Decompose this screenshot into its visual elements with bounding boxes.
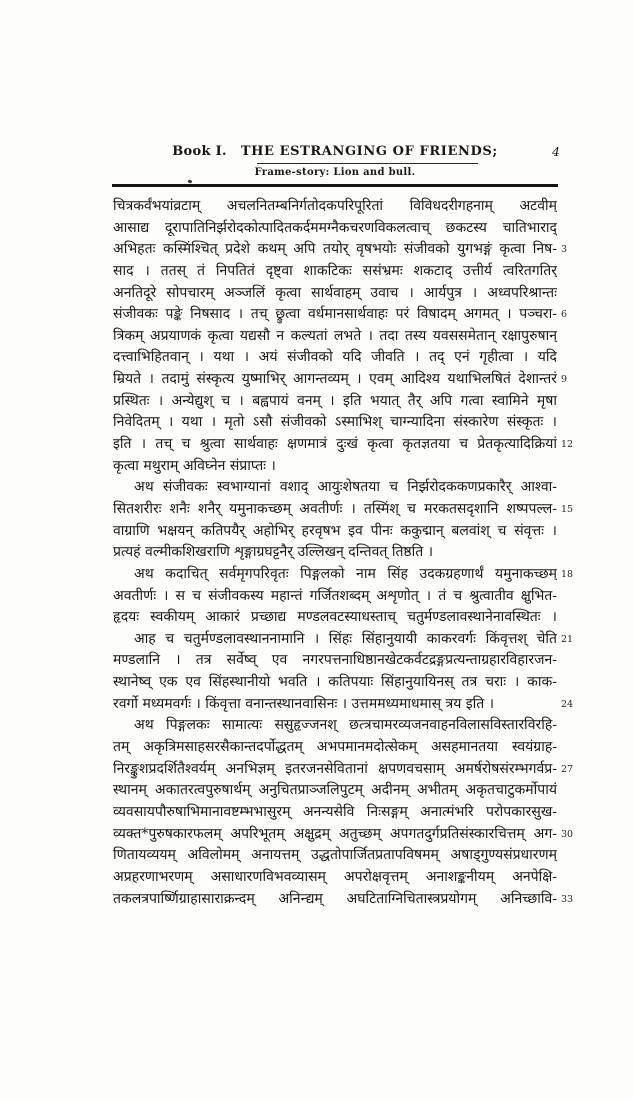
text-line bbox=[113, 672, 557, 694]
text-line bbox=[113, 629, 574, 651]
text-line bbox=[113, 759, 574, 781]
line-text: तम् अकृत्रिमसाहसरसैकान्तदर्पोद्धतम् अभपमानमदोत्सेकम् असहमानतया स्वयंग्राह- bbox=[113, 739, 557, 756]
line-text: त्रिकम् अप्रयाणकं कृत्वा यद्यसौ न कल्यतां लभते । तदा तस्य यवससमेतान् रक्षापुरुषान् bbox=[113, 327, 557, 344]
text-line bbox=[113, 239, 568, 261]
line-number: 27 bbox=[561, 763, 574, 775]
line-text: साद । ततस् तं निपतितं दृष्ट्वा शाकटिकः ससंभ्रमः शकटाद् उत्तीर्य त्वरितगतिर् bbox=[113, 262, 557, 279]
text-line bbox=[113, 521, 557, 543]
line-text: अनतिदूरे सोपचारम् अञ्जलिं कृत्वा सार्थवाहम् उवाच । आर्यपुत्र । अध्वपरिश्रान्तः bbox=[113, 284, 557, 301]
line-number: 3 bbox=[561, 244, 568, 256]
line-text: म्रियते । तदामुं संस्कृत्य युष्माभिर् आगन्तव्यम् । एवम् आदिश्य यथाभिलषितं देशान्तरं bbox=[113, 371, 557, 388]
line-text: चित्रकर्वंभयांव्रटाम् अचलनितम्बनिर्गतोदकपरिपूरितां विविधदरीगहनाम् अटवीम् bbox=[113, 198, 557, 214]
section-title: THE ESTRANGING OF FRIENDS; bbox=[240, 144, 498, 159]
line-number: 12 bbox=[561, 439, 574, 451]
line-text: प्रस्थितः । अन्येद्युश् च । बह्वपायं वनम् । इति भयात् तैर् अपि गत्वा स्वामिने मृषा bbox=[113, 392, 557, 409]
text-line bbox=[113, 889, 574, 911]
line-number: 18 bbox=[561, 568, 574, 580]
line-text: निवेदितम् । यथा । मृतो ऽसौ संजीवको ऽस्माभिश् चाग्न्यादिना संस्कारेण संस्कृतः । bbox=[113, 414, 557, 431]
text-line bbox=[113, 715, 557, 737]
line-text: अथ पिङ्गलकः सामात्यः ससुहृज्जनश् छत्त्रचामरव्यजनवाहनविलासविस्तारविरहि- bbox=[134, 717, 557, 734]
text-line bbox=[113, 347, 557, 369]
title-underline bbox=[257, 163, 478, 164]
line-text: दत्त्वाभिहितवान् । यथा । अयं संजीवको यदि जीवति । तद् एनं गृहीत्वा । यदि bbox=[113, 349, 557, 366]
ink-speck bbox=[188, 179, 193, 183]
text-line bbox=[113, 369, 568, 391]
text-line bbox=[113, 261, 557, 283]
line-text: हृदयः स्वकीयम् आकारं प्रच्छाद्य मण्डलवटस्याधस्ताच् चतुर्मण्डलावस्थानेनावस्थितः । bbox=[113, 609, 557, 626]
text-line bbox=[113, 650, 557, 672]
text-line bbox=[113, 434, 574, 456]
line-text: वाग्राणि भक्षयन् कतिपयैर् अहोभिर् हरवृषभ इव पीनः ककुद्मान् बलवांश् च संवृत्तः । bbox=[113, 522, 557, 539]
line-text: अवतीर्णः । स च संजीवकस्य महान्तं गर्जितशब्दम् अशृणोत् । तं च श्रुत्वातीव क्षुभित- bbox=[113, 587, 557, 604]
text-line bbox=[113, 694, 574, 716]
book-header bbox=[113, 144, 557, 159]
line-text: कृत्वा मथुराम् अविघ्नेन संप्राप्तः । bbox=[113, 457, 276, 474]
line-text: निरङ्कुशप्रदर्शितैश्वर्यम् अनभिज्ञम् इतरजनसेवितानां क्षपणवचसाम् अमर्षरोषसंरम्भगर्वप्र- bbox=[113, 760, 557, 777]
line-text: आह च चतुर्मण्डलावस्थाननामानि । सिंहः सिंहानुयायी काकरवर्गः किंवृत्तश् चेति bbox=[134, 630, 557, 647]
frame-story-caption: Frame-story: Lion and bull. bbox=[254, 167, 416, 178]
line-number: 9 bbox=[561, 374, 568, 386]
text-line bbox=[113, 845, 557, 867]
text-line bbox=[113, 867, 557, 889]
line-number: 33 bbox=[561, 893, 574, 905]
text-line bbox=[113, 283, 557, 305]
line-text: स्थानम् अकातरत्वपुरुषार्थम् अनुचितप्राञ्जलिपुटम् अदीनम् अभीतम् अकृतचाटुकर्मोपायं bbox=[113, 782, 557, 799]
text-line bbox=[113, 477, 557, 499]
text-line bbox=[113, 737, 557, 759]
line-text: अप्रहरणाभरणम् असाधारणविभवव्यासम् अपरोक्षवृत्तम् अनाशङ्कनीयम् अनपेक्षि- bbox=[113, 868, 557, 885]
text-line bbox=[113, 542, 557, 564]
text-line bbox=[113, 607, 557, 629]
text-line bbox=[113, 780, 557, 802]
text-line bbox=[113, 499, 574, 521]
text-line bbox=[113, 218, 557, 240]
line-text: संजीवकः पङ्के निषसाद । तच् छ्रुत्वा वर्धमानसार्थवाहः परं विषादम् अगमत् । पञ्चरा- bbox=[113, 306, 557, 323]
text-line bbox=[113, 304, 568, 326]
line-text: अभिहतः कस्मिंश्चित् प्रदेशे कथम् अपि तयोर् वृषभयोः संजीवको युगभङ्गं कृत्वा निष- bbox=[113, 241, 557, 258]
line-text: प्रत्यहं वल्मीकशिखराणि शृङ्गाग्रघट्टनैर् उल्लिखन् दन्तिवत् तिष्ठति । bbox=[113, 544, 434, 561]
text-line bbox=[113, 802, 557, 824]
text-line bbox=[113, 564, 574, 586]
text-line bbox=[113, 824, 574, 846]
line-text: स्थानेष्व् एक एव सिंहस्थानीयो भवति । कतिपयाः सिंहानुयायिनस् तत्र चराः । काक- bbox=[113, 674, 557, 691]
line-number: 21 bbox=[561, 633, 574, 645]
line-text: मण्डलानि । तत्र सर्वेष्व् एव नगरपत्तनाधिष्ठानखेटकर्वटद्रङ्गप्रत्यन्ताग्रहारविहारजन- bbox=[113, 652, 557, 669]
text-line bbox=[113, 456, 557, 478]
line-text: अथ संजीवकः स्वभाग्यानां वशाद् आयुःशेषतया च निर्झरोदककणप्रकारैर् आश्वा- bbox=[134, 479, 557, 496]
line-text: तकलत्रपार्ष्णिग्राहासाराक्रन्दम् अनिन्द्यम् अघटिताग्निचितास्त्रप्रयोगम् अनिच्छावि- bbox=[113, 890, 557, 907]
line-text: इति । तच् च श्रुत्वा सार्थवाहः क्षणमात्रं दुःखं कृत्वा कृतज्ञतया च प्रेतकृत्यादिक्रियां bbox=[113, 436, 557, 453]
book-label: Book I. bbox=[172, 144, 227, 159]
line-text: अथ कदाचित् सर्वमृगपरिवृतः पिङ्गलको नाम सिंह उदकग्रहणार्थं यमुनाकच्छम् bbox=[134, 565, 557, 582]
line-text: आसाद्य दूरापातिनिर्झरोदकोत्पादितकर्दममग्नैकचरणविकलत्वाच् छकटस्य चातिभाराद् bbox=[113, 219, 557, 236]
body-text bbox=[113, 196, 574, 910]
text-line bbox=[113, 586, 557, 608]
line-number: 24 bbox=[561, 698, 574, 710]
line-number: 30 bbox=[561, 828, 574, 840]
line-text: णितायव्ययम् अविलोमम् अनायत्तम् उद्धतोपार्जितप्रतापविषमम् अषाड्गुण्यसंप्रधारणम् bbox=[113, 847, 557, 864]
text-line bbox=[113, 196, 557, 218]
line-text: व्यक्त*पुरुषकारफलम् अपरिभूतम् अक्षुद्रम् अतुच्छम् अपगतदुर्गप्रतिसंस्कारचित्तम् अग- bbox=[113, 825, 557, 842]
line-number: 6 bbox=[561, 309, 568, 321]
text-line bbox=[113, 412, 557, 434]
header-rule bbox=[112, 184, 558, 187]
line-text: व्यवसायपौरुषाभिमानावष्टम्भभासुरम् अनन्यसेवि निःसङ्गम् अनात्मंभरि परोपकारसुख- bbox=[113, 803, 557, 820]
line-text: सितशरीरः शनैः शनैर् यमुनाकच्छम् अवतीर्णः । तस्मिंश् च मरकतसदृशानि शष्पपल्ल- bbox=[113, 500, 557, 517]
line-number: 15 bbox=[561, 503, 574, 515]
text-line bbox=[113, 391, 557, 413]
line-text: रवर्गो मध्यमवर्गः । किंवृत्ता वनान्तस्थानवासिनः । उत्तममध्यमाधमास् त्रय इति । bbox=[113, 695, 495, 712]
page-number: 4 bbox=[552, 144, 560, 159]
text-line bbox=[113, 326, 557, 348]
